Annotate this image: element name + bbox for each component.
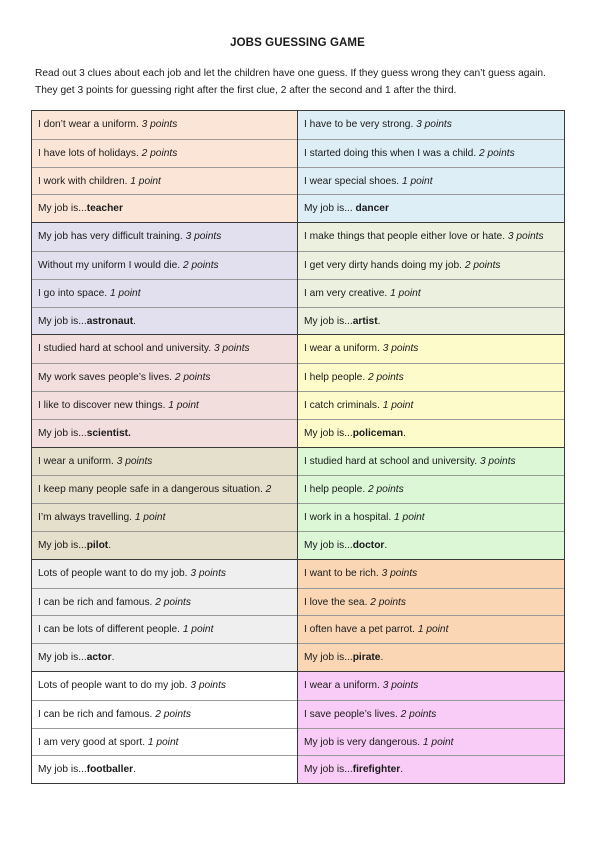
answer-row [298,194,564,222]
clue-row [32,251,297,279]
clue-row [32,391,297,419]
clue-row [298,139,564,167]
answer-row [32,194,297,222]
page-title: JOBS GUESSING GAME [230,37,365,49]
answer-prefix: My job is... [38,764,87,776]
clue-row [32,279,297,307]
clue-row [32,448,297,476]
clue-points: 2 points [155,708,191,720]
clue-points: 3 points [479,455,516,467]
answer-prefix: My job is... [304,427,353,439]
clue-row [298,167,564,195]
clue-text: I work in a hospital. [304,512,395,524]
answer-job: pirate [352,652,381,664]
answer-job: policeman [352,427,404,439]
answer-job: actor [86,652,112,664]
clue-points: 3 points [381,567,418,579]
answer-row [32,531,297,559]
clue-text: I get very dirty hands doing my job. [304,259,465,271]
clue-row [32,615,297,643]
clue-points: 1 point [422,736,454,748]
answer-suffix: . [384,539,388,551]
clue-points: 2 points [182,259,219,271]
job-block [32,334,564,446]
clue-points: 1 point [390,287,421,299]
clue-text: Lots of people want to do my job. [38,567,191,579]
job-card-left [32,335,298,446]
answer-row [32,419,297,447]
clue-text: I am very creative. [304,287,391,299]
clue-row [32,700,297,728]
answer-suffix: . [111,652,115,664]
clue-text: I can be rich and famous. [38,596,156,608]
clue-text: My job has very difficult training. [38,231,186,243]
clue-row [32,363,297,391]
clue-points: 1 point [401,175,433,187]
clue-points: 3 points [190,567,227,579]
clue-text: My job is very dangerous. [304,736,423,748]
clue-row [32,672,297,700]
answer-row [298,419,564,447]
job-card-left [32,111,298,222]
clue-text: My work saves people’s lives. [38,372,175,384]
clue-row [298,672,564,700]
clue-row [298,391,564,419]
clue-text: I work with children. [38,175,131,187]
clue-points: 1 point [109,287,141,299]
clue-text: I can be lots of different people. [38,624,183,636]
clue-row [298,251,564,279]
clue-points: 2 points [400,708,437,720]
clue-text: I make things that people either love or hate. [304,231,508,243]
clue-points: 3 points [507,231,544,243]
clue-points: 2 points [368,484,404,496]
answer-suffix: . [108,539,112,551]
clue-points: 1 point [417,624,449,636]
clue-points: 2 points [155,596,191,608]
job-card-right [298,672,564,783]
answer-suffix: . [403,427,406,439]
job-block [32,222,564,334]
answer-suffix: . [133,315,136,327]
job-block [32,559,564,671]
clue-row [298,700,564,728]
clue-points: 1 point [382,399,414,411]
answer-prefix: My job is... [38,427,87,439]
clue-row [32,111,297,139]
job-card-right [298,223,564,334]
answer-row [298,755,564,783]
clue-points: 2 points [141,147,178,159]
clue-text: I have lots of holidays. [38,147,142,159]
clue-text: I often have a pet parrot. [304,624,418,636]
clue-row [298,111,564,139]
answer-job: doctor [352,539,385,551]
clue-row [32,588,297,616]
clue-text: I help people. [304,372,369,384]
job-block [32,447,564,559]
answer-job: teacher [86,203,123,215]
clue-text: I want to be rich. [304,567,382,579]
clue-table [31,110,565,784]
clue-points: 2 points [464,259,501,271]
clue-row [298,588,564,616]
clue-points: 3 points [141,119,178,130]
answer-job: artist [352,315,378,327]
answer-suffix: . [400,764,404,776]
clue-text: I help people. [304,484,369,496]
clue-points: 1 point [147,736,179,748]
answer-prefix: My job is... [38,203,87,215]
job-card-left [32,672,298,783]
clue-row [32,503,297,531]
clue-row [298,503,564,531]
clue-text: I like to discover new things. [38,399,169,411]
answer-prefix: My job is... [38,315,87,327]
job-card-right [298,560,564,671]
clue-text: I wear a uniform. [304,343,383,355]
clue-points: 3 points [116,455,153,467]
answer-prefix: My job is... [304,539,353,551]
clue-text: I have to be very strong. [304,119,417,130]
clue-points: 2 points [174,372,211,384]
clue-row [32,167,297,195]
clue-points: 3 points [190,679,227,691]
clue-text: I studied hard at school and university. [38,343,214,355]
answer-row [32,643,297,671]
job-card-left [32,223,298,334]
instructions: Read out 3 clues about each job and let the children have one guess. If they guess wrong they can’t guess again. They get 3 points for guessing right after the first clue, 2 after the second and 1 after the third. [35,68,546,96]
clue-points: 2 points [478,147,515,159]
answer-suffix: . [133,764,136,776]
clue-text: I started doing this when I was a child. [304,147,479,159]
clue-row [32,139,297,167]
clue-text: I’m always travelling. [38,512,135,524]
answer-prefix: My job is... [304,764,353,776]
clue-points: 3 points [213,343,250,355]
clue-row [298,335,564,363]
clue-text: Without my uniform I would die. [38,259,183,271]
clue-row [32,335,297,363]
answer-job: scientist. [86,427,131,439]
answer-job: dancer [355,203,389,215]
clue-row [298,448,564,476]
answer-job: firefighter [352,764,401,776]
answer-row [32,755,297,783]
clue-row [298,279,564,307]
answer-prefix: My job is... [38,539,87,551]
answer-job: pilot [86,539,109,551]
clue-row [298,475,564,503]
job-block [32,111,564,222]
answer-suffix: . [377,315,381,327]
clue-text: I wear a uniform. [304,679,383,691]
answer-prefix: My job is... [304,203,356,215]
answer-job: footballer [86,764,134,776]
clue-row [32,728,297,756]
clue-text: I save people’s lives. [304,708,401,720]
clue-text: I catch criminals. [304,399,383,411]
answer-prefix: My job is... [304,652,353,664]
clue-text: I keep many people safe in a dangerous situation. [38,484,266,496]
clue-points: 1 point [168,399,199,411]
clue-text: I am very good at sport. [38,736,148,748]
clue-text: I don’t wear a uniform. [38,119,142,130]
answer-row [298,307,564,335]
clue-row [298,223,564,251]
job-card-left [32,560,298,671]
clue-points: 1 point [130,175,161,187]
job-card-right [298,111,564,222]
clue-row [32,223,297,251]
clue-points: 2 points [370,596,406,608]
clue-points: 3 points [382,679,419,691]
clue-text: I studied hard at school and university. [304,455,480,467]
clue-text: I can be rich and famous. [38,708,156,720]
clue-row [298,615,564,643]
clue-row [298,560,564,588]
job-card-right [298,448,564,559]
answer-prefix: My job is... [38,652,87,664]
clue-points: 1 point [134,512,166,524]
clue-points: 2 points [368,372,404,384]
clue-points: 1 point [182,624,214,636]
clue-row [298,728,564,756]
clue-text: I go into space. [38,287,110,299]
answer-row [298,643,564,671]
clue-points: 1 point [394,512,425,524]
clue-text: I love the sea. [304,596,371,608]
clue-text: Lots of people want to do my job. [38,679,191,691]
clue-points: 3 points [416,119,452,130]
answer-prefix: My job is... [304,315,353,327]
answer-suffix: . [380,652,384,664]
job-card-right [298,335,564,446]
answer-row [32,307,297,335]
job-card-left [32,448,298,559]
answer-row [298,531,564,559]
clue-row [298,363,564,391]
clue-row [32,475,297,503]
clue-text: I wear a uniform. [38,455,117,467]
clue-row [32,560,297,588]
answer-job: astronaut [86,315,134,327]
clue-text: I wear special shoes. [304,175,402,187]
job-block [32,671,564,783]
clue-points: 2 [265,484,272,496]
clue-points: 3 points [185,231,222,243]
clue-points: 3 points [382,343,419,355]
